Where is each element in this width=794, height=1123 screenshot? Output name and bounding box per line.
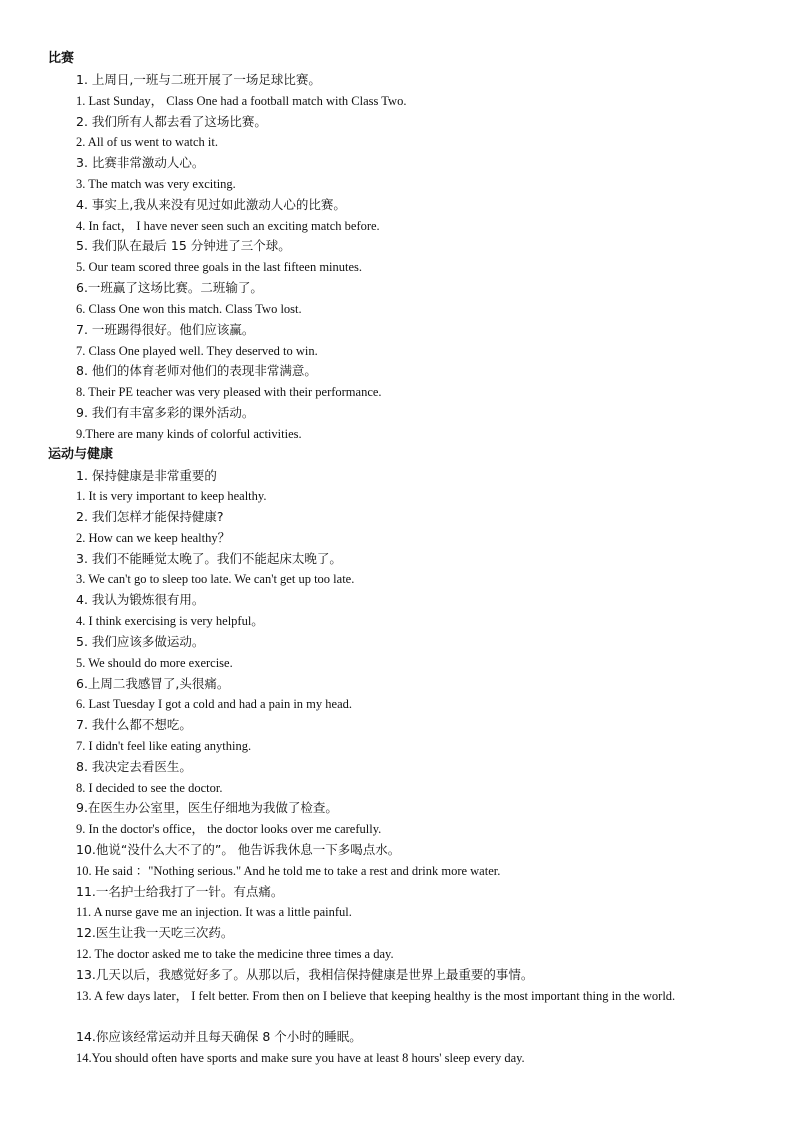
line-zh: 2. 我们怎样才能保持健康?: [76, 509, 224, 524]
line-en: 7. I didn't feel like eating anything.: [76, 739, 252, 753]
line-zh: 14.你应该经常运动并且每天确保 8 个小时的睡眠。: [76, 1029, 362, 1044]
line-zh: 10.他说“没什么大不了的”。 他告诉我休息一下多喝点水。: [76, 842, 401, 857]
line-zh: 3. 我们不能睡觉太晚了。我们不能起床太晚了。: [76, 551, 342, 566]
line-zh: 6.一班赢了这场比赛。二班输了。: [76, 280, 263, 295]
line-en: 8. I decided to see the doctor.: [76, 781, 223, 795]
line-en: 2. All of us went to watch it.: [76, 135, 218, 149]
line-zh: 8. 我决定去看医生。: [76, 759, 192, 774]
line-en: 9.There are many kinds of colorful activities.: [76, 427, 302, 441]
line-en: 3. We can't go to sleep too late. We can't get up too late.: [76, 572, 355, 586]
line-en: 5. Our team scored three goals in the last fifteen minutes.: [76, 260, 363, 274]
line-en: 9. In the doctor's office， the doctor looks over me carefully.: [76, 822, 382, 836]
line-zh: 13.几天以后，我感觉好多了。从那以后，我相信保持健康是世界上最重要的事情。: [76, 967, 534, 982]
line-zh: 1. 保持健康是非常重要的: [76, 468, 217, 483]
line-zh: 6.上周二我感冒了,头很痛。: [76, 676, 230, 691]
line-en: 6. Last Tuesday I got a cold and had a pain in my head.: [76, 697, 352, 711]
line-en: 5. We should do more exercise.: [76, 656, 233, 670]
line-en: 2. How can we keep healthy？: [76, 531, 231, 545]
line-zh: 4. 事实上,我从来没有见过如此激动人心的比赛。: [76, 197, 346, 212]
line-zh: 3. 比赛非常激动人心。: [76, 155, 205, 170]
line-en: 6. Class One won this match. Class Two lost.: [76, 302, 302, 316]
line-zh: 9.在医生办公室里，医生仔细地为我做了检查。: [76, 800, 338, 815]
line-zh: 5. 我们应该多做运动。: [76, 634, 205, 649]
line-zh: 2. 我们所有人都去看了这场比赛。: [76, 114, 267, 129]
line-en: 11. A nurse gave me an injection. It was a little painful.: [76, 905, 352, 919]
line-zh: 7. 一班踢得很好。他们应该赢。: [76, 322, 255, 337]
section-heading-match: 比赛: [48, 51, 75, 66]
line-zh: 11.一名护士给我打了一针。有点痛。: [76, 884, 284, 899]
line-en: 12. The doctor asked me to take the medicine three times a day.: [76, 947, 394, 961]
line-en: 3. The match was very exciting.: [76, 177, 236, 191]
line-zh: 5. 我们队在最后 15 分钟进了三个球。: [76, 238, 291, 253]
line-en: 1. Last Sunday， Class One had a football match with Class Two.: [76, 94, 407, 108]
line-en: 10. He said ："Nothing serious." And he told me to take a rest and drink more water.: [76, 864, 501, 878]
line-en: 4. I think exercising is very helpful。: [76, 614, 264, 628]
line-en: 8. Their PE teacher was very pleased with their performance.: [76, 385, 382, 399]
line-zh: 12.医生让我一天吃三次药。: [76, 925, 234, 940]
line-zh: 9. 我们有丰富多彩的课外活动。: [76, 405, 255, 420]
line-zh: 1. 上周日,一班与二班开展了一场足球比赛。: [76, 72, 321, 87]
section-heading-sports-health: 运动与健康: [48, 447, 114, 462]
line-zh: 7. 我什么都不想吃。: [76, 717, 192, 732]
line-en: 7. Class One played well. They deserved to win.: [76, 344, 318, 358]
line-zh: 8. 他们的体育老师对他们的表现非常满意。: [76, 363, 317, 378]
line-zh: 4. 我认为锻炼很有用。: [76, 592, 205, 607]
line-en: 1. It is very important to keep healthy.: [76, 489, 267, 503]
line-en: 14.You should often have sports and make sure you have at least 8 hours' sleep every day.: [76, 1051, 525, 1065]
line-en: 4. In fact， I have never seen such an exciting match before.: [76, 219, 380, 233]
line-en-text: 13. A few days later， I felt better. From then on I believe that keeping healthy is the most important thing in the world.: [76, 989, 676, 1003]
line-en-wrapped: [76, 986, 748, 1006]
